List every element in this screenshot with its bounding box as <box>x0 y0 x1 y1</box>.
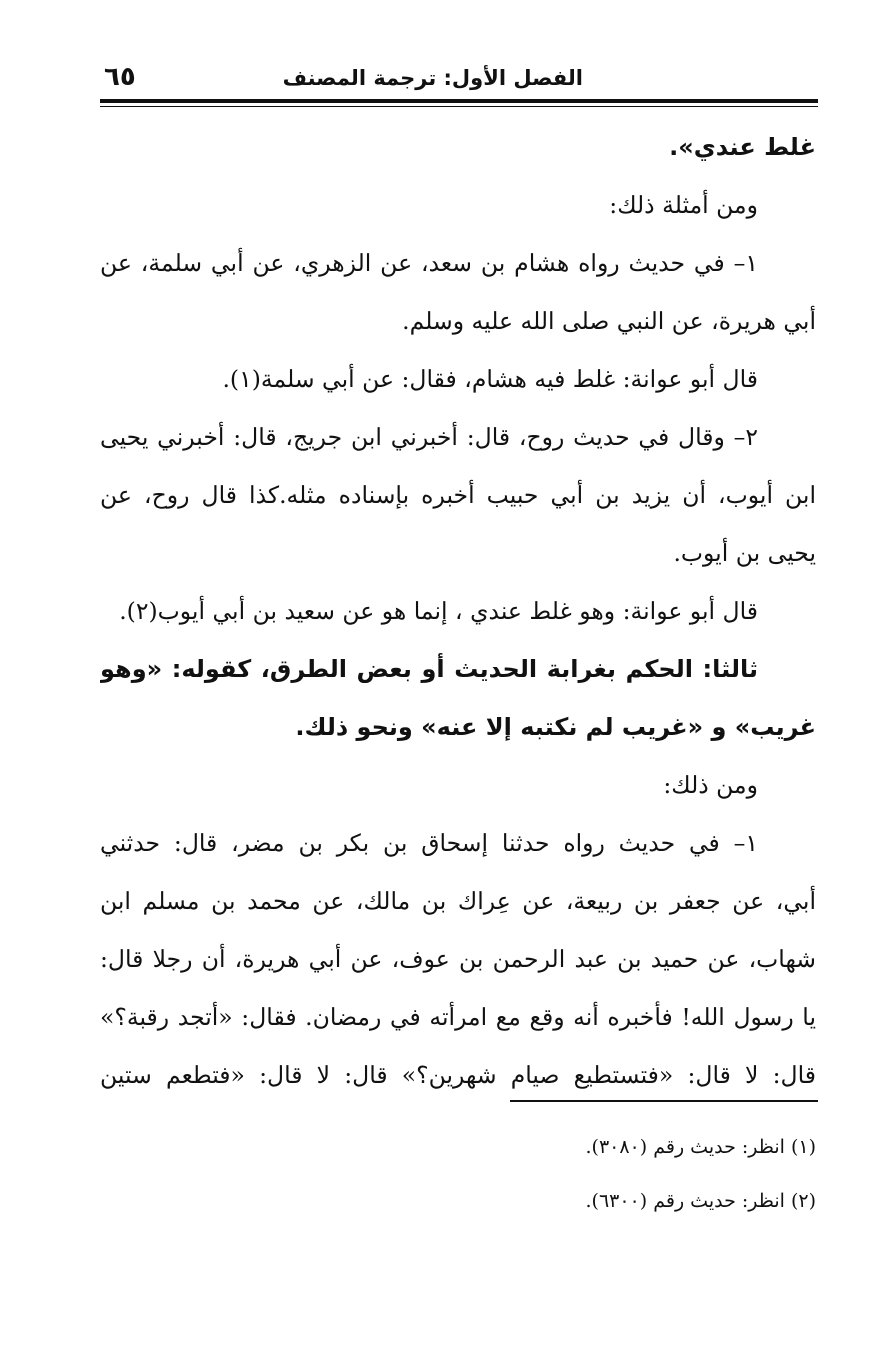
text-line: ١– في حديث رواه هشام بن سعد، عن الزهري، عن أبي سلمة، عن <box>100 249 758 277</box>
text-line: قال أبو عوانة: وهو غلط عندي ، إنما هو عن سعيد بن أبي أيوب(٢). <box>119 597 758 625</box>
page-number: ٦٥ <box>104 62 136 92</box>
text-line: قال: لا قال: «فتستطيع صيام شهرين؟» قال: لا قال: «فتطعم ستين <box>100 1061 816 1089</box>
text-line: أبي هريرة، عن النبي صلى الله عليه وسلم. <box>402 307 816 335</box>
text-line: ومن ذلك: <box>663 771 758 799</box>
footnote-rule <box>510 1100 818 1102</box>
main-text <box>100 118 816 1104</box>
section-heading: غريب» و «غريب لم نكتبه إلا عنه» ونحو ذلك. <box>295 713 816 741</box>
text-line: ابن أيوب، أن يزيد بن أبي حبيب أخبره بإسناده مثله.كذا قال روح، عن <box>100 481 816 509</box>
text-line: يحيى بن أيوب. <box>673 539 816 567</box>
text-line: ٢– وقال في حديث روح، قال: أخبرني ابن جريج، قال: أخبرني يحيى <box>100 423 758 451</box>
footnote: (٢) انظر: حديث رقم (٦٣٠٠). <box>585 1190 816 1212</box>
running-header <box>100 60 818 100</box>
footnotes <box>400 1120 816 1228</box>
text-line: شهاب، عن حميد بن عبد الرحمن بن عوف، عن أبي هريرة، أن رجلا قال: <box>100 945 816 973</box>
header-rule-thick <box>100 99 818 103</box>
text-line: قال أبو عوانة: غلط فيه هشام، فقال: عن أبي سلمة(١). <box>222 365 758 393</box>
text-line: أبي، عن جعفر بن ربيعة، عن عِراك بن مالك، عن محمد بن مسلم ابن <box>100 887 816 915</box>
section-heading: ثالثا: الحكم بغرابة الحديث أو بعض الطرق، كقوله: «وهو <box>100 655 758 683</box>
text-line: يا رسول الله! فأخبره أنه وقع مع امرأته في رمضان. فقال: «أتجد رقبة؟» <box>100 1003 816 1031</box>
text-line: ومن أمثلة ذلك: <box>609 191 758 219</box>
text-line: غلط عندي». <box>669 133 816 161</box>
footnote: (١) انظر: حديث رقم (٣٠٨٠). <box>585 1136 816 1158</box>
chapter-title: الفصل الأول: ترجمة المصنف <box>282 66 583 90</box>
header-rule-thin <box>100 106 818 107</box>
text-line: ١– في حديث رواه حدثنا إسحاق بن بكر بن مضر، قال: حدثني <box>100 829 758 857</box>
